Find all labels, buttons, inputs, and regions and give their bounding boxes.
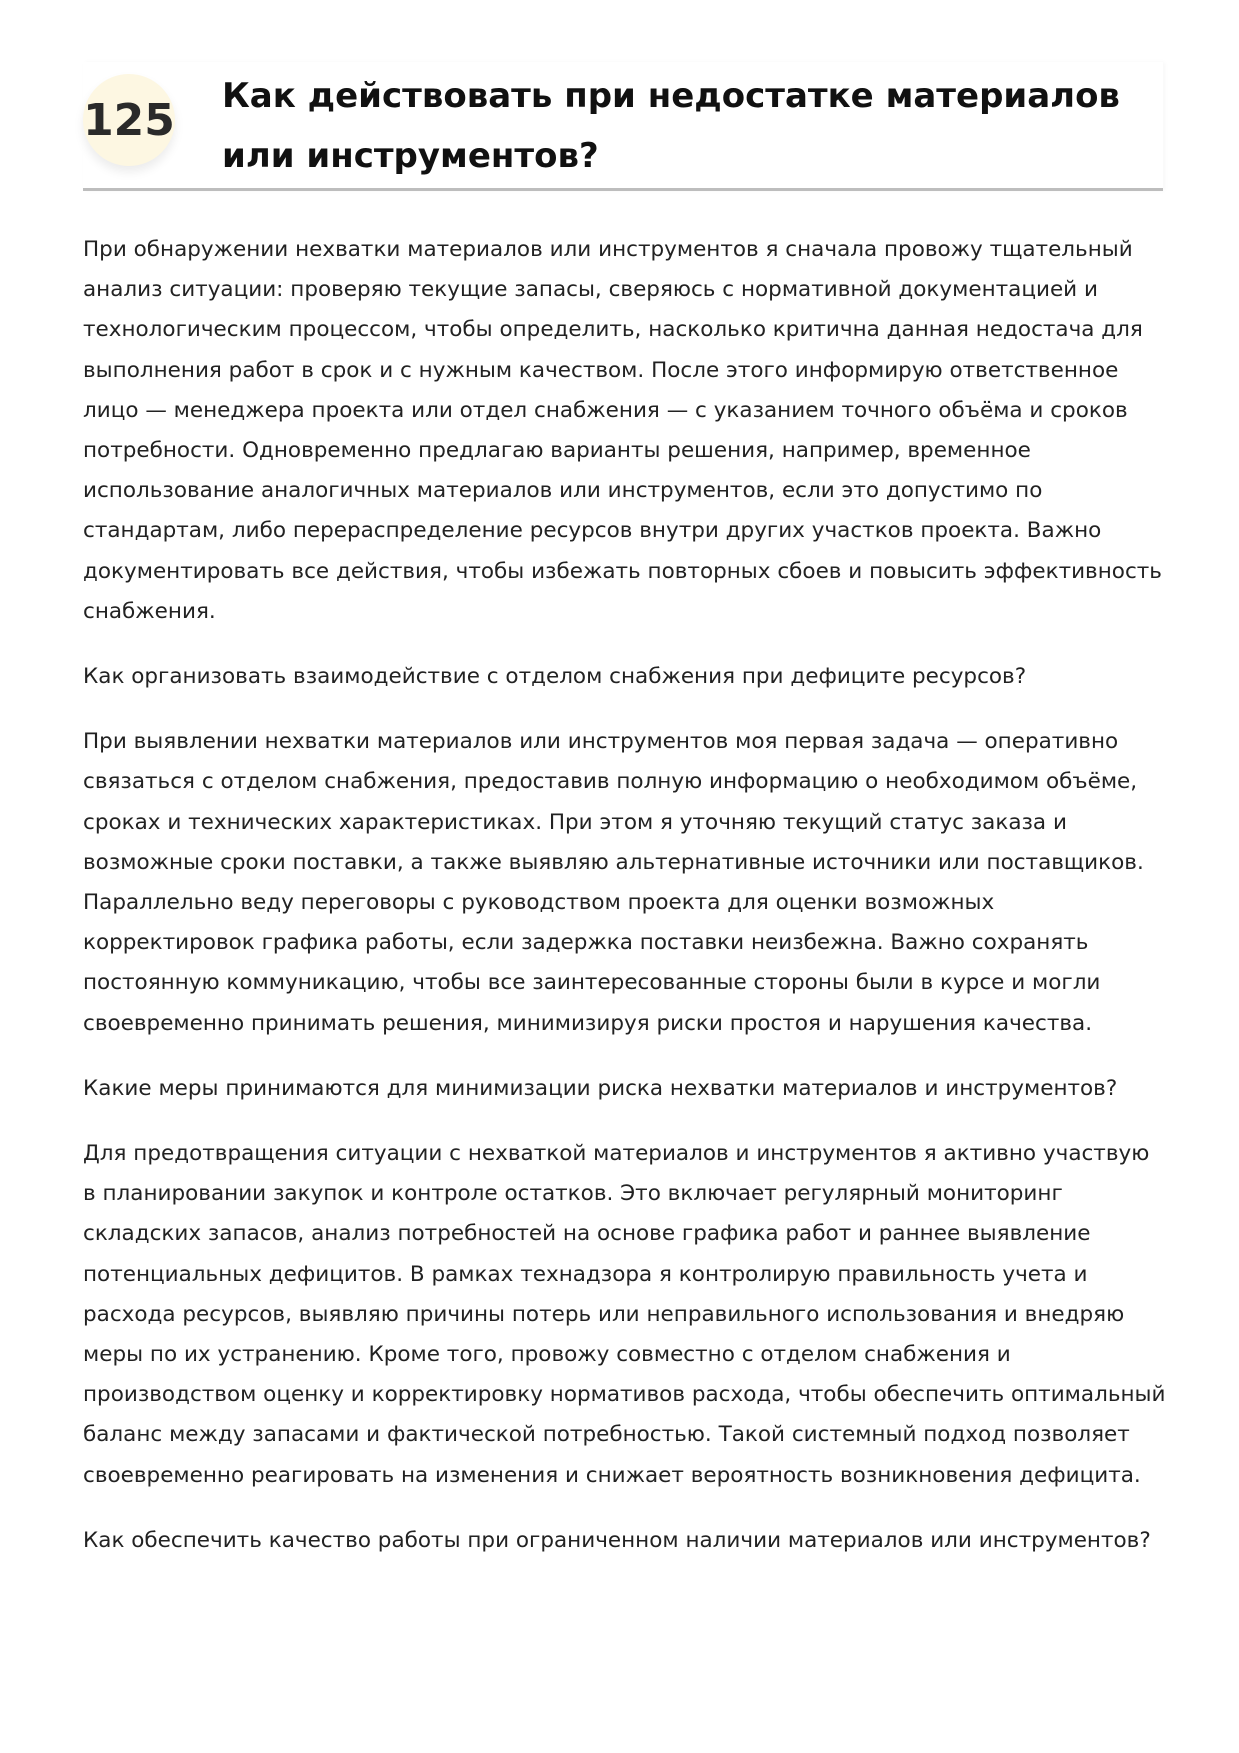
follow-up-question: Какие меры принимаются для минимизации риска нехватки материалов и инструментов? bbox=[83, 1075, 1118, 1101]
answer-paragraph: При выявлении нехватки материалов или инструментов моя первая задача — оперативно связаться с отделом снабжения, предоставив полную информацию о необходимом объёме, сроках и технических характеристиках. При этом я уточняю текущий статус заказа и возможные сроки поставки, а также выявляю альтернативные источники или поставщиков. Параллельно веду переговоры с руководством проекта для оценки возможных корректировок графика работы, если задержка поставки неизбежна. Важно сохранять постоянную коммуникацию, чтобы все заинтересованные стороны были в курсе и могли своевременно принимать решения, минимизируя риски простоя и нарушения качества. bbox=[83, 729, 1144, 1036]
question-header bbox=[83, 62, 1163, 191]
answer-paragraph: Для предотвращения ситуации с нехваткой материалов и инструментов я активно участвую в планировании закупок и контроле остатков. Это включает регулярный мониторинг складских запасов, анализ потребностей на основе графика работ и раннее выявление потенциальных дефицитов. В рамках технадзора я контролирую правильность учета и расхода ресурсов, выявляю причины потерь или неправильного использования и внедряю меры по их устранению. Кроме того, провожу совместно с отделом снабжения и производством оценку и корректировку нормативов расхода, чтобы обеспечить оптимальный баланс между запасами и фактической потребностью. Такой системный подход позволяет своевременно реагировать на изменения и снижает вероятность возникновения дефицита. bbox=[83, 1141, 1166, 1488]
answer-content bbox=[83, 230, 1168, 1586]
question-number-badge: 125 bbox=[83, 74, 175, 166]
follow-up-question: Как обеспечить качество работы при ограниченном наличии материалов или инструментов? bbox=[83, 1527, 1151, 1553]
answer-paragraph: При обнаружении нехватки материалов или инструментов я сначала провожу тщательный анализ ситуации: проверяю текущие запасы, сверяюсь с нормативной документацией и технологическим процессом, чтобы определить, насколько критична данная недостача для выполнения работ в срок и с нужным качеством. После этого информирую ответственное лицо — менеджера проекта или отдел снабжения — с указанием точного объёма и сроков потребности. Одновременно предлагаю варианты решения, например, временное использование аналогичных материалов или инструментов, если это допустимо по стандартам, либо перераспределение ресурсов внутри других участков проекта. Важно документировать все действия, чтобы избежать повторных сбоев и повысить эффективность снабжения. bbox=[83, 237, 1162, 624]
follow-up-question: Как организовать взаимодействие с отделом снабжения при дефиците ресурсов? bbox=[83, 664, 1027, 690]
question-title: Как действовать при недостатке материалов или инструментов? bbox=[222, 76, 1120, 176]
